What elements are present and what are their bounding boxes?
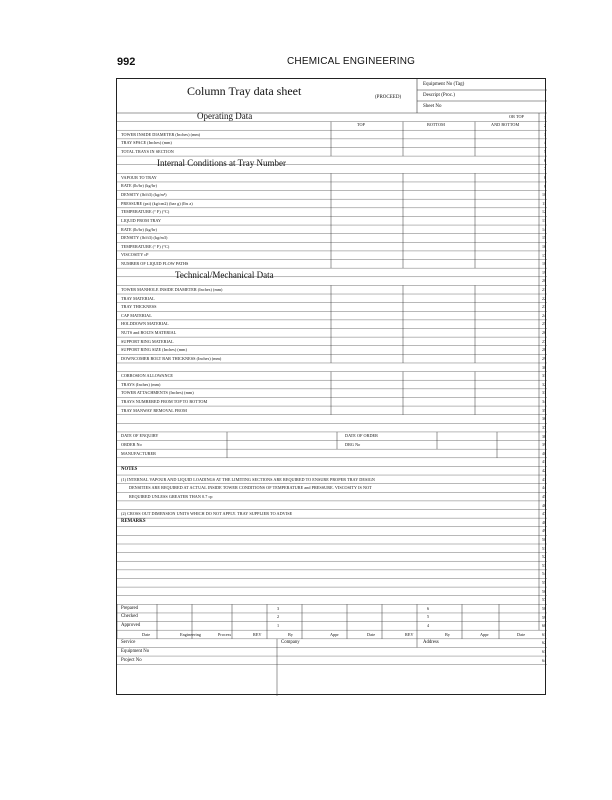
line-number: 17: [542, 252, 546, 258]
footer-head: Appr: [330, 631, 339, 637]
line-number: 60: [542, 623, 546, 629]
line-number: 48: [542, 519, 546, 525]
page-header: [117, 56, 547, 70]
operating-row-label: TRAY SPACE (Inches) (mm): [121, 140, 172, 146]
line-number: 45: [542, 493, 546, 499]
note-line: REQUIRED UNLESS GREATER THAN 0.7 cp: [129, 493, 213, 499]
line-number: 33: [542, 390, 546, 396]
technical-row-label: NUTS and BOLTS MATERIAL: [121, 330, 177, 335]
internal-row-label: LIQUID FROM TRAY: [121, 217, 162, 223]
operating-row-label: TOTAL TRAYS IN SECTION: [121, 148, 174, 154]
line-number: 38: [542, 433, 546, 439]
technical-row-label: CAP MATERIAL: [121, 312, 152, 318]
footer-head: Engineering: [180, 631, 202, 637]
line-number: 14: [542, 226, 546, 232]
footer-head: Date: [142, 631, 151, 637]
line-number: 51: [542, 545, 546, 551]
line-number: 39: [542, 442, 546, 448]
line-number: 21: [542, 287, 546, 292]
operating-row-label: TOWER INSIDE DIAMETER (Inches) (mm): [121, 131, 201, 137]
running-title: CHEMICAL ENGINEERING: [287, 56, 416, 67]
header-field-label: Descript (Proc.): [423, 93, 455, 98]
manufacturer-label: MANUFACTURER: [121, 450, 156, 456]
line-number: 32: [542, 381, 546, 387]
checked-label: Checked: [121, 614, 138, 620]
technical-row-label: TRAY MANWAY REMOVAL FROM: [121, 407, 187, 413]
line-number: 46: [542, 502, 546, 508]
line-number: 19: [542, 269, 546, 275]
technical-row-label: TOWER ATTACHMENTS (Inches) (mm): [121, 390, 194, 396]
technical-row-label: TRAY THICKNESS: [121, 304, 157, 310]
line-number: 12: [542, 209, 546, 215]
footer-head: Process: [218, 631, 232, 637]
technical-row-label: SUPPORT RING MATERIAL: [121, 338, 174, 344]
drg-no-label: DRG No: [345, 442, 361, 448]
internal-row-label: VAPOUR TO TRAY: [121, 174, 157, 180]
line-number: 2: [544, 123, 546, 129]
technical-row-label: TRAYS (Inches) (mm): [121, 381, 161, 387]
internal-row-label: PRESSURE (psi) (kg/cm2) (bar g) (lbs a): [121, 200, 193, 206]
notes-heading: NOTES: [121, 467, 138, 473]
footer-head: Date: [517, 631, 526, 637]
line-number: 35: [542, 407, 546, 413]
technical-row-label: CORROSION ALLOWANCE: [121, 373, 174, 379]
footer-head: By: [288, 631, 293, 637]
line-number: 47: [542, 511, 546, 517]
line-number: 15: [542, 235, 546, 241]
internal-row-label: VISCOSITY cP: [121, 252, 149, 258]
internal-row-label: TEMPERATURE (° F) (°C): [121, 243, 170, 249]
line-number: 22: [542, 295, 546, 301]
internal-row-label: DENSITY (lb/ft3) (kg/m³): [121, 192, 167, 198]
technical-row-label: DOWNCOMER BOLT BAR THICKNESS (Inches) (mm): [121, 355, 222, 361]
data-sheet-form: [116, 78, 546, 695]
date-of-order-label: DATE OF ORDER: [345, 433, 378, 439]
line-number: 25: [542, 321, 546, 327]
line-number: 26: [542, 330, 546, 336]
technical-row-label: SUPPORT RING SIZE (Inches) (mm): [121, 347, 187, 353]
line-number: 23: [542, 304, 546, 310]
remarks-heading: REMARKS: [121, 519, 146, 525]
internal-row-label: RATE (lb/hr) (kg/hr): [121, 226, 157, 232]
internal-row-label: RATE (lb/hr) (kg/hr): [121, 183, 157, 189]
line-number: 58: [542, 605, 546, 611]
technical-row-label: TOWER MANHOLE INSIDE DIAMETER (Inches) (mm): [121, 286, 223, 292]
line-number: 59: [542, 614, 546, 620]
form-grid: [117, 79, 547, 696]
line-number: 13: [542, 218, 546, 224]
line-number: 36: [542, 416, 546, 422]
line-number: 6: [544, 157, 546, 163]
note-line: DENSITIES ARE REQUIRED AT ACTUAL INSIDE TOWER CONDITIONS OF TEMPERATURE and PRESSURE. VISCOSITY IS NOT: [129, 485, 372, 491]
line-number: 40: [542, 450, 546, 456]
revision-number: 1: [277, 623, 280, 629]
line-number: 16: [542, 243, 546, 249]
line-number: 11: [542, 200, 546, 206]
revision-number: 5: [427, 614, 430, 620]
line-number: 62: [542, 640, 546, 646]
footer-head: By: [445, 631, 450, 637]
internal-row-label: NUMBER OF LIQUID FLOW PATHS: [121, 261, 189, 267]
line-number: 64: [542, 657, 546, 663]
company-label: Company: [281, 640, 300, 646]
revision-number: 4: [427, 623, 430, 629]
line-number: 37: [542, 424, 546, 430]
prepared-label: Prepared: [121, 605, 139, 611]
line-number: 8: [544, 174, 546, 180]
line-number: 3: [544, 131, 546, 137]
line-number: 41: [542, 459, 546, 465]
line-number: 52: [542, 554, 546, 560]
line-number: 42: [542, 468, 546, 474]
footer-head: REV: [405, 631, 414, 637]
column-head-top: TOP: [357, 122, 365, 128]
line-number: 7: [544, 166, 546, 172]
line-number: 50: [542, 536, 546, 542]
revision-number: 2: [277, 614, 280, 620]
technical-row-label: HOLDDOWN MATERIAL: [121, 321, 169, 327]
internal-row-label: TEMPERATURE (° F) (°C): [121, 209, 170, 215]
technical-heading: Technical/Mechanical Data: [175, 270, 274, 281]
proceed-label: (PROCEED): [375, 95, 402, 100]
approved-label: Approved: [121, 623, 141, 629]
line-number: 18: [542, 261, 546, 267]
column-head-or-top: OR TOP: [509, 114, 524, 119]
header-field-label: Sheet No: [423, 104, 442, 109]
line-number: 56: [542, 588, 546, 594]
line-number: 34: [542, 399, 546, 405]
column-head-and-bottom: AND BOTTOM: [491, 122, 520, 128]
line-number: 4: [544, 140, 546, 146]
line-number: 53: [542, 562, 546, 568]
line-number: 61: [542, 631, 546, 637]
revision-number: 6: [427, 605, 430, 611]
line-number: 24: [542, 312, 546, 318]
sheet-title: Column Tray data sheet: [187, 84, 302, 98]
footer-head: Date: [367, 631, 376, 637]
line-number: 55: [542, 580, 546, 586]
note-line: (1) INTERNAL VAPOUR AND LIQUID LOADINGS AT THE LIMITING SECTIONS ARE REQUIRED TO ENSURE PROPER TRAY DESIGN: [121, 476, 375, 482]
line-number: 5: [544, 149, 546, 155]
page-number: 992: [117, 56, 136, 68]
equipment-no-label: Equipment No: [121, 648, 150, 654]
line-number: 10: [542, 192, 546, 198]
line-number: 54: [542, 571, 546, 577]
line-number: 1: [544, 114, 546, 120]
note-line: (2) CROSS OUT DIMENSION UNITS WHICH DO NOT APPLY. TRAY SUPPLIER TO ADVISE: [121, 511, 293, 517]
line-number: 20: [542, 278, 546, 284]
header-field-label: Equipment No (Tag): [423, 82, 465, 87]
line-number: 43: [542, 476, 546, 482]
footer-head: REV: [253, 631, 262, 637]
line-number: 27: [542, 338, 546, 344]
line-number: 29: [542, 355, 546, 361]
order-no-label: ORDER No: [121, 442, 142, 448]
internal-conditions-heading: Internal Conditions at Tray Number: [157, 158, 286, 169]
address-label: Address: [423, 640, 439, 646]
line-number: 63: [542, 649, 546, 655]
project-no-label: Project No: [121, 657, 142, 663]
line-number: 49: [542, 528, 546, 534]
service-label: Service: [121, 640, 136, 646]
footer-head: Appr: [480, 631, 489, 637]
technical-row-label: TRAYS NUMBERED FROM TOP TO BOTTOM: [121, 398, 208, 404]
internal-row-label: DENSITY (lb/ft3) (kg/m3): [121, 235, 168, 241]
operating-data-heading: Operating Data: [197, 111, 253, 121]
line-number: 30: [542, 364, 546, 370]
technical-row-label: TRAY MATERIAL: [121, 295, 155, 301]
date-of-enquiry-label: DATE OF ENQUIRY: [121, 433, 159, 439]
line-number: 9: [544, 183, 546, 189]
revision-number: 3: [277, 605, 280, 611]
line-number: 57: [542, 597, 546, 603]
line-number: 31: [542, 373, 546, 379]
column-head-bottom: BOTTOM: [427, 122, 445, 128]
line-number: 28: [542, 347, 546, 353]
line-number: 44: [542, 485, 546, 491]
